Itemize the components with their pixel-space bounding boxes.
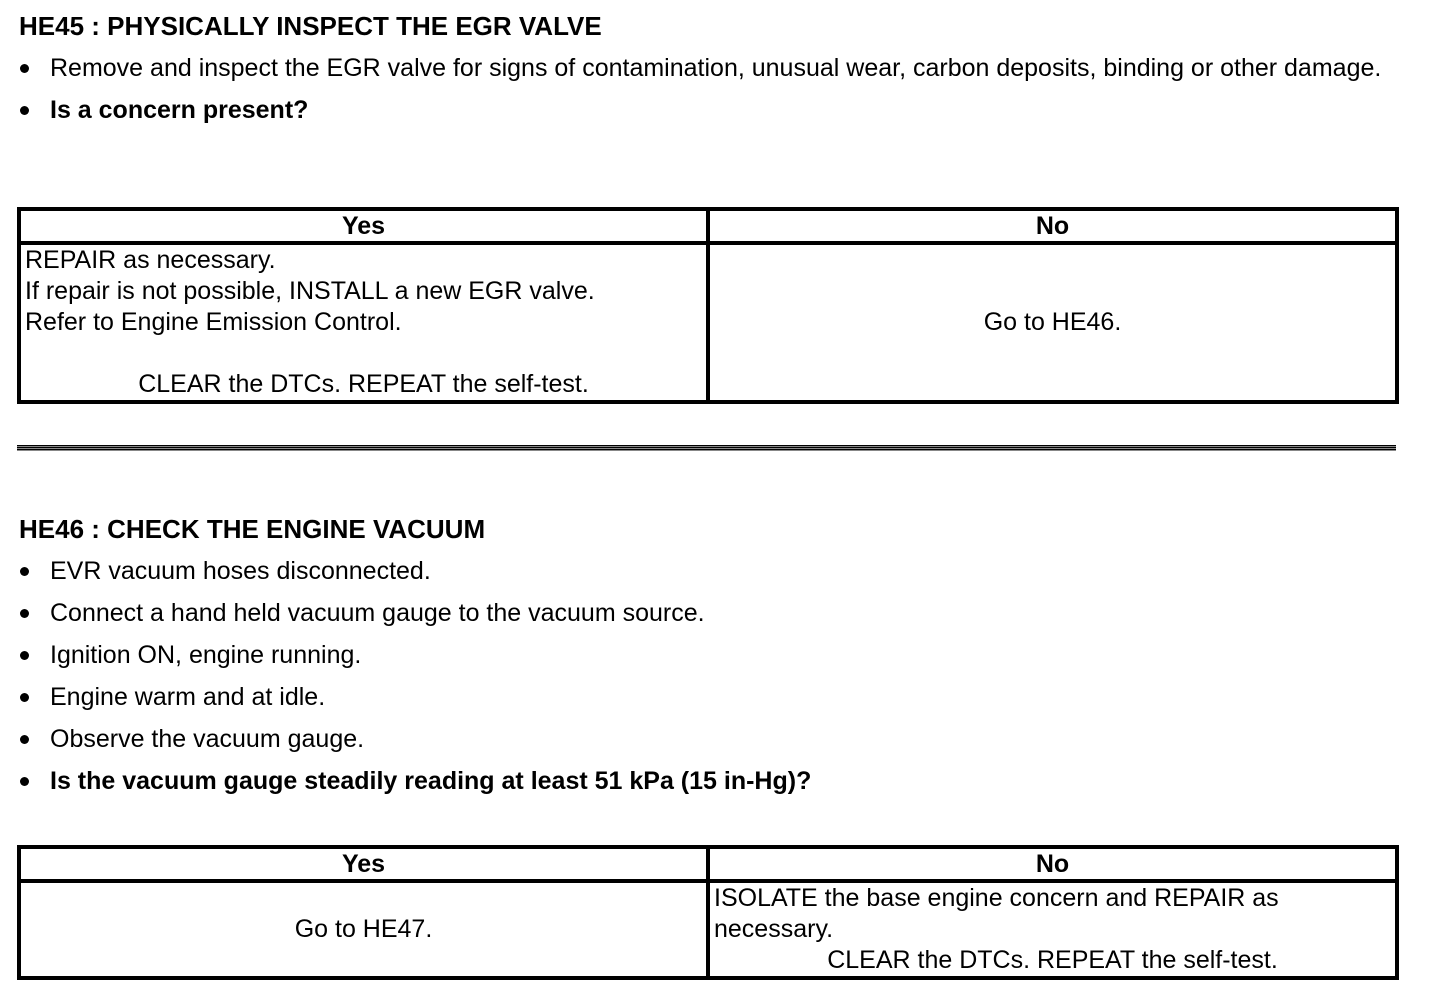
table-header-row bbox=[19, 209, 1397, 243]
section2-bullet-list bbox=[17, 556, 1397, 808]
list-item: EVR vacuum hoses disconnected. bbox=[17, 556, 1397, 587]
no-header: No bbox=[708, 847, 1397, 881]
no-cell bbox=[708, 881, 1397, 978]
list-item: Ignition ON, engine running. bbox=[17, 640, 1397, 671]
yes-cell bbox=[19, 881, 708, 978]
no-line: ISOLATE the base engine concern and REPAIR as bbox=[714, 884, 1279, 912]
no-centered-line: CLEAR the DTCs. REPEAT the self-test. bbox=[827, 946, 1278, 974]
section1-heading: HE45 : PHYSICALLY INSPECT THE EGR VALVE bbox=[19, 11, 602, 41]
table-row bbox=[19, 243, 1397, 402]
bullet-dot-icon bbox=[20, 567, 29, 576]
yes-centered-line: CLEAR the DTCs. REPEAT the self-test. bbox=[138, 370, 589, 398]
bullet-dot-icon bbox=[20, 609, 29, 618]
no-header: No bbox=[708, 209, 1397, 243]
list-item: Observe the vacuum gauge. bbox=[17, 724, 1397, 755]
bullet-dot-icon bbox=[20, 693, 29, 702]
yes-line: Refer to Engine Emission Control. bbox=[25, 308, 402, 336]
no-text: Go to HE46. bbox=[983, 308, 1122, 336]
yes-header: Yes bbox=[19, 847, 708, 881]
bullet-dot-icon bbox=[20, 106, 29, 115]
section1-result-table bbox=[17, 207, 1399, 404]
list-item: Connect a hand held vacuum gauge to the vacuum source. bbox=[17, 598, 1397, 629]
yes-line: If repair is not possible, INSTALL a new EGR valve. bbox=[25, 277, 595, 305]
no-cell bbox=[708, 243, 1397, 402]
list-item: Engine warm and at idle. bbox=[17, 682, 1397, 713]
bullet-dot-icon bbox=[20, 777, 29, 786]
table-row bbox=[19, 881, 1397, 978]
section1-bullet-list bbox=[17, 53, 1397, 137]
list-item: Is the vacuum gauge steadily reading at least 51 kPa (15 in-Hg)? bbox=[17, 766, 1397, 797]
yes-cell bbox=[19, 243, 708, 402]
no-line: necessary. bbox=[714, 915, 834, 943]
bullet-dot-icon bbox=[20, 64, 29, 73]
list-item: Is a concern present? bbox=[17, 95, 1397, 126]
bullet-dot-icon bbox=[20, 735, 29, 744]
yes-line: REPAIR as necessary. bbox=[25, 246, 276, 274]
section2-heading: HE46 : CHECK THE ENGINE VACUUM bbox=[19, 514, 486, 544]
list-item: Remove and inspect the EGR valve for signs of contamination, unusual wear, carbon deposits, binding or other damage. bbox=[17, 53, 1397, 84]
yes-header: Yes bbox=[19, 209, 708, 243]
bullet-dot-icon bbox=[20, 651, 29, 660]
yes-text: Go to HE47. bbox=[294, 915, 433, 943]
spacer bbox=[25, 338, 702, 369]
section-divider bbox=[17, 445, 1396, 451]
table-header-row bbox=[19, 847, 1397, 881]
section2-result-table bbox=[17, 845, 1399, 980]
